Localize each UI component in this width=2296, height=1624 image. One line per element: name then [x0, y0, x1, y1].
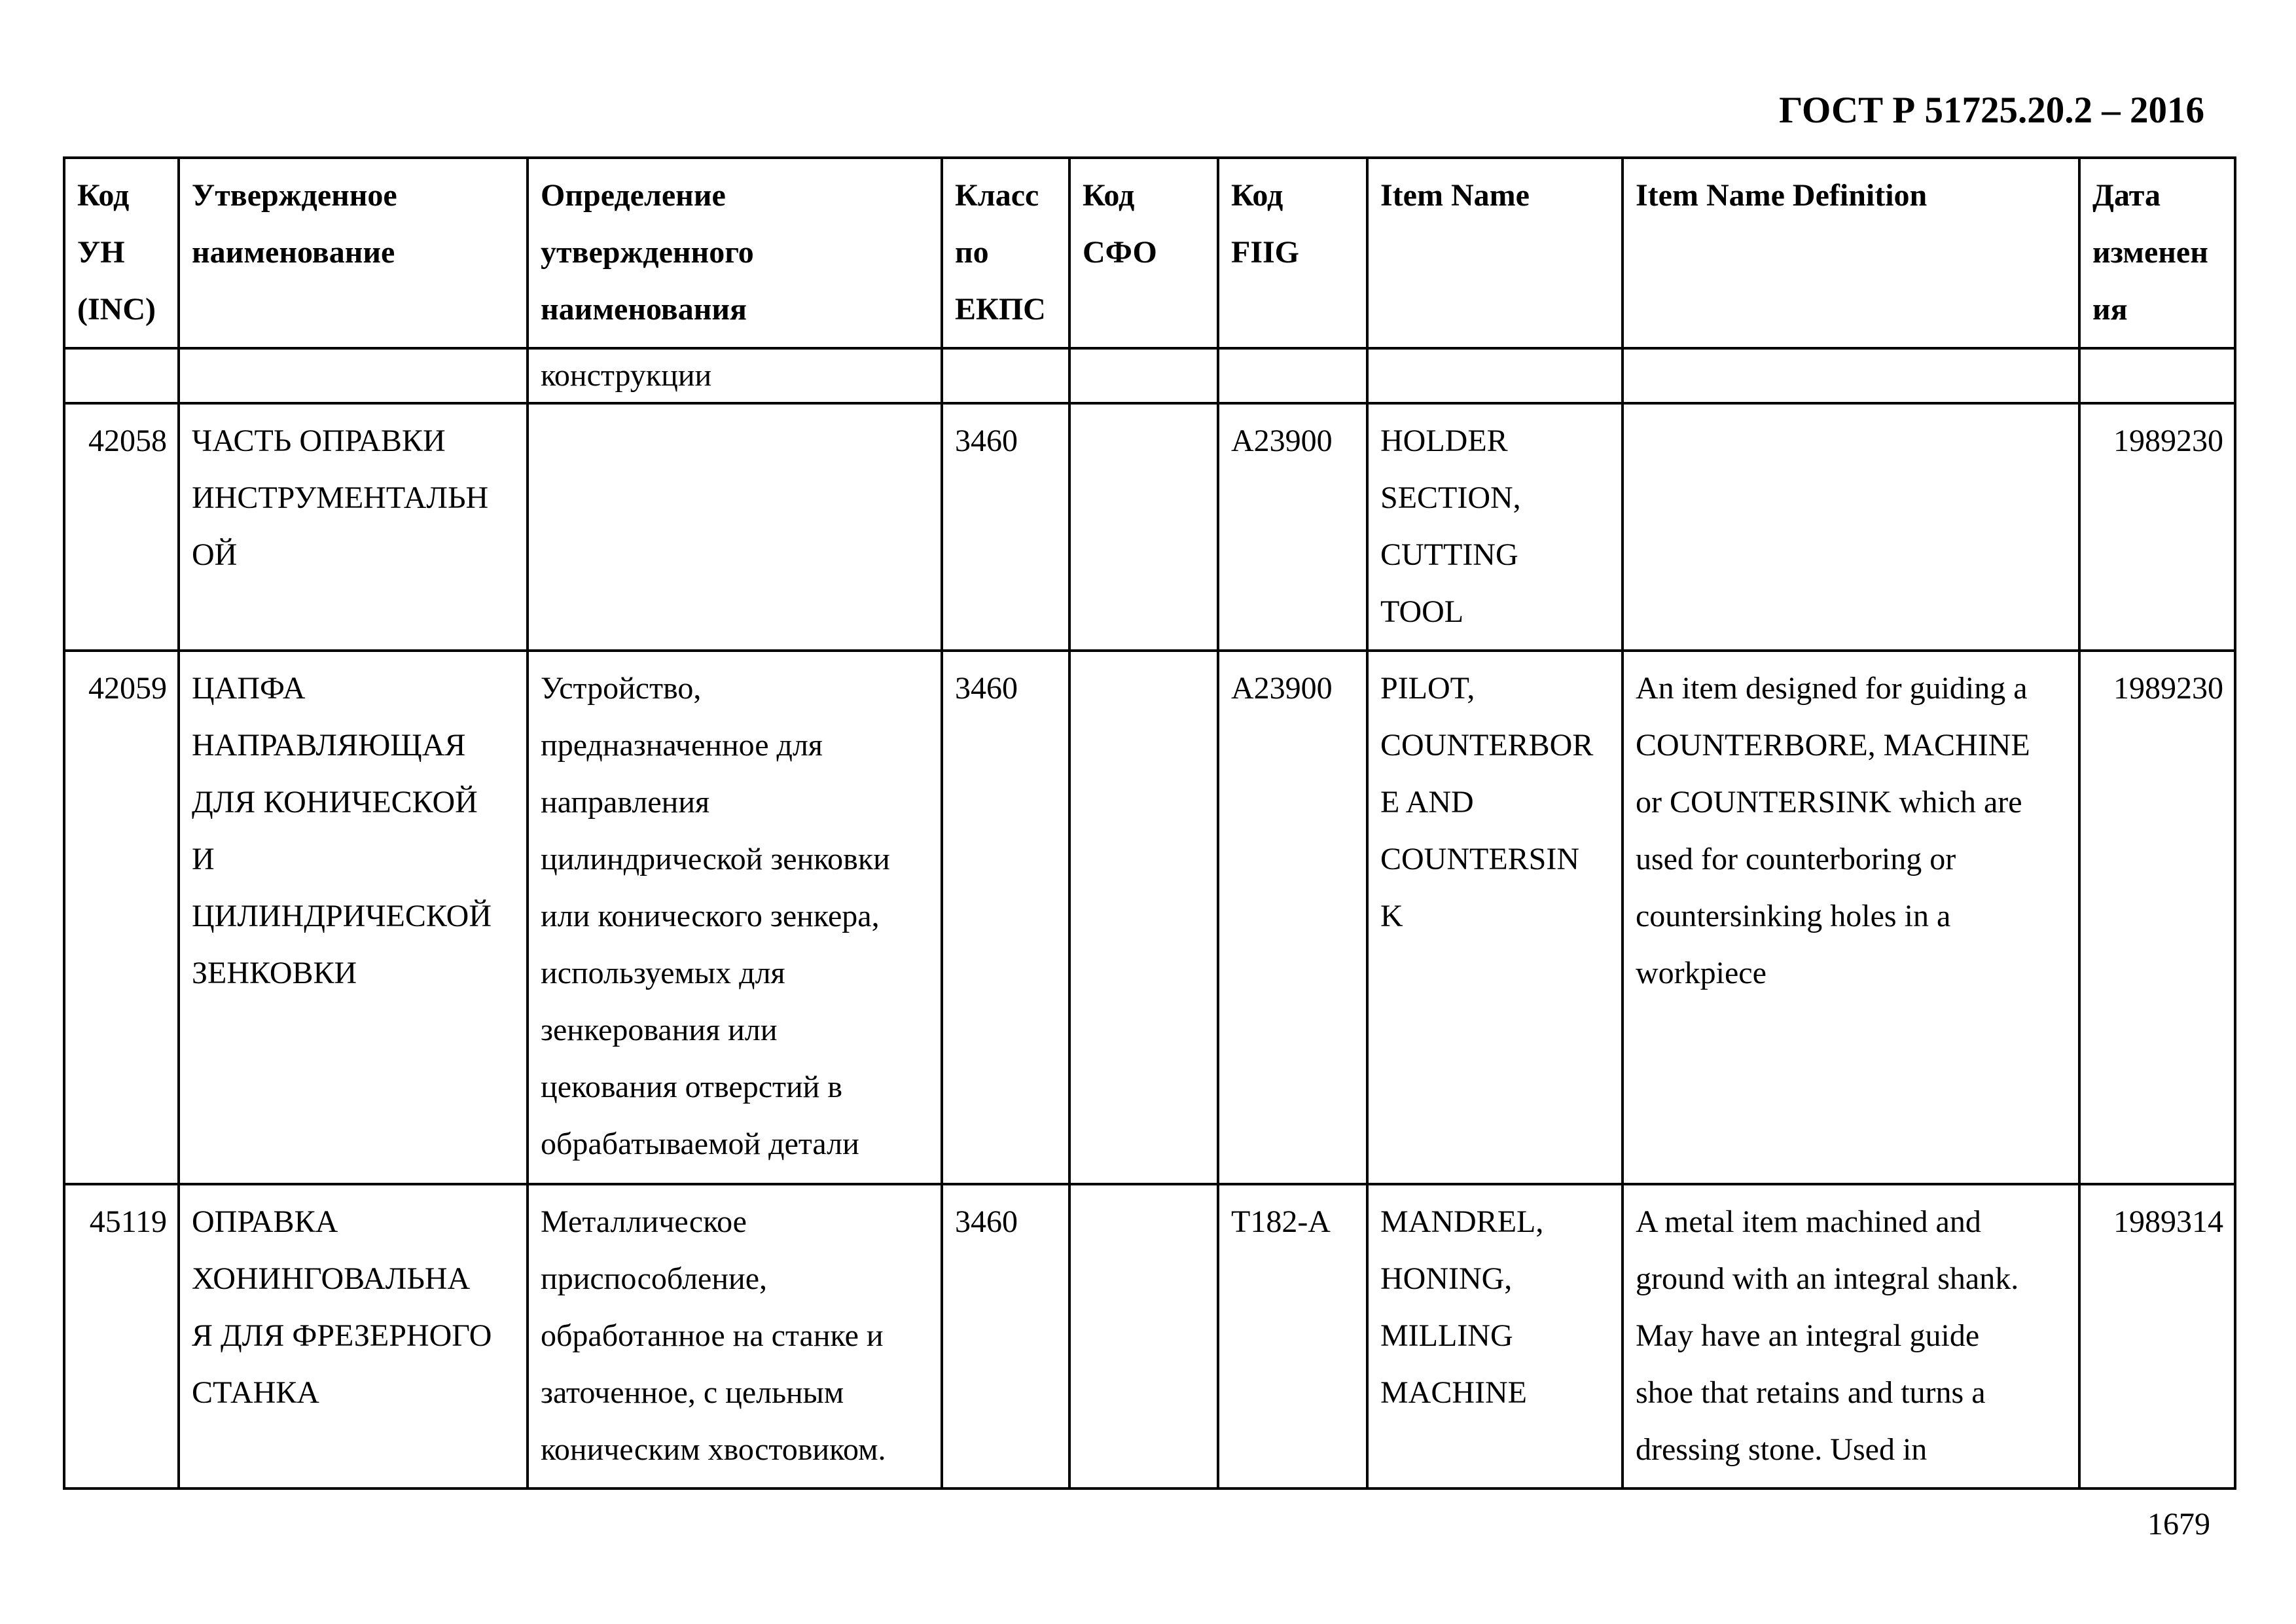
cell-item-name-definition-line: shoe that retains and turns a	[1636, 1375, 1986, 1410]
cell-approved-name	[179, 403, 528, 651]
cell-approved-name-line: СТАНКА	[192, 1375, 319, 1410]
cell-definition-line: зенкерования или	[541, 1013, 778, 1047]
cell-change-date	[2079, 348, 2235, 403]
cell-inc	[64, 348, 179, 403]
cell-item-name-definition-line: used for counterboring or	[1636, 842, 1956, 876]
cell-definition-line: Металлическое	[541, 1204, 747, 1239]
cell-definition	[528, 403, 942, 651]
cell-item-name-definition-line: An item designed for guiding a	[1636, 671, 2028, 706]
cell-definition-line: заточенное, с цельным	[541, 1375, 844, 1410]
table-row	[64, 403, 2235, 651]
cell-item-name-definition-line: May have an integral guide	[1636, 1318, 1980, 1353]
column-header-item-name-definition: Item Name Definition	[1623, 158, 2079, 348]
cell-item-name-line: E AND	[1380, 785, 1474, 820]
table-row	[64, 1184, 2235, 1489]
cell-definition-line: коническим хвостовиком.	[541, 1432, 886, 1467]
cell-item-name-definition	[1623, 1184, 2079, 1489]
cell-definition-line: направления	[541, 785, 710, 820]
cell-ekps-class	[942, 348, 1069, 403]
cell-sfo-code	[1069, 348, 1218, 403]
column-header-change-date: Дата изменен ия	[2079, 158, 2235, 348]
cell-ekps-class: 3460	[942, 1184, 1069, 1489]
column-header-item-name: Item Name	[1367, 158, 1623, 348]
table-header-row	[64, 158, 2235, 348]
cell-item-name-line: MACHINE	[1380, 1375, 1527, 1410]
cell-approved-name-line: ЦИЛИНДРИЧЕСКОЙ	[192, 899, 492, 933]
cell-item-name-definition-line: dressing stone. Used in	[1636, 1432, 1928, 1467]
cell-approved-name	[179, 348, 528, 403]
cell-approved-name-line: НАПРАВЛЯЮЩАЯ	[192, 728, 466, 763]
cell-item-name-definition-line: or COUNTERSINK which are	[1636, 785, 2022, 820]
cell-definition-line: предназначенное для	[541, 728, 823, 763]
cell-item-name	[1367, 403, 1623, 651]
column-header-definition: Определение утвержденного наименования	[528, 158, 942, 348]
cell-definition-line: или конического зенкера,	[541, 899, 880, 933]
cell-item-name-definition-line: ground with an integral shank.	[1636, 1261, 2019, 1296]
cell-definition	[528, 1184, 942, 1489]
cell-approved-name-line: ИНСТРУМЕНТАЛЬН	[192, 480, 489, 515]
cell-approved-name-line: ОПРАВКА	[192, 1204, 338, 1239]
cell-definition-line: цилиндрической зенковки	[541, 842, 890, 876]
cell-fiig-code: A23900	[1218, 651, 1367, 1184]
cell-definition-line: обработанное на станке и	[541, 1318, 884, 1353]
cell-inc: 42058	[64, 403, 179, 651]
cell-fiig-code: A23900	[1218, 403, 1367, 651]
cell-item-name-definition	[1623, 651, 2079, 1184]
cell-item-name-line: PILOT,	[1380, 671, 1475, 706]
cell-item-name-definition-line: countersinking holes in a	[1636, 899, 1951, 933]
cell-approved-name-line: ЦАПФА	[192, 671, 306, 706]
cell-definition	[528, 651, 942, 1184]
cell-item-name-definition-line: workpiece	[1636, 956, 1767, 990]
cell-approved-name-line: И	[192, 842, 215, 876]
cell-ekps-class: 3460	[942, 651, 1069, 1184]
page-number: 1679	[2147, 1507, 2210, 1542]
catalog-table	[63, 156, 2236, 1490]
cell-definition: конструкции	[528, 348, 942, 403]
column-header-fiig-code: Код FIIG	[1218, 158, 1367, 348]
cell-approved-name-line: ХОНИНГОВАЛЬНА	[192, 1261, 471, 1296]
cell-sfo-code	[1069, 1184, 1218, 1489]
cell-sfo-code	[1069, 403, 1218, 651]
cell-item-name-line: COUNTERBOR	[1380, 728, 1594, 763]
cell-item-name-line: COUNTERSIN	[1380, 842, 1580, 876]
column-header-ekps-class: Класс по ЕКПС	[942, 158, 1069, 348]
cell-item-name-line: MILLING	[1380, 1318, 1513, 1353]
cell-change-date: 1989314	[2079, 1184, 2235, 1489]
cell-sfo-code	[1069, 651, 1218, 1184]
document-standard-header: ГОСТ Р 51725.20.2 – 2016	[1779, 90, 2204, 131]
cell-approved-name-line: ЗЕНКОВКИ	[192, 956, 357, 990]
cell-approved-name	[179, 651, 528, 1184]
cell-change-date: 1989230	[2079, 651, 2235, 1184]
cell-item-name-line: MANDREL,	[1380, 1204, 1544, 1239]
cell-item-name	[1367, 348, 1623, 403]
cell-item-name	[1367, 651, 1623, 1184]
column-header-inc: Код УН (INC)	[64, 158, 179, 348]
column-header-sfo-code: Код СФО	[1069, 158, 1218, 348]
cell-item-name-definition-line: COUNTERBORE, MACHINE	[1636, 728, 2030, 763]
cell-item-name-line: HOLDER	[1380, 424, 1508, 458]
cell-approved-name-line: Я ДЛЯ ФРЕЗЕРНОГО	[192, 1318, 492, 1353]
cell-definition-line: Устройство,	[541, 671, 702, 706]
cell-definition-line: используемых для	[541, 956, 785, 990]
cell-approved-name	[179, 1184, 528, 1489]
column-header-approved-name: Утвержденное наименование	[179, 158, 528, 348]
cell-definition-line: приспособление,	[541, 1261, 768, 1296]
cell-ekps-class: 3460	[942, 403, 1069, 651]
cell-definition-line: цекования отверстий в	[541, 1070, 843, 1104]
cell-item-name-line: K	[1380, 899, 1403, 933]
cell-approved-name-line: ЧАСТЬ ОПРАВКИ	[192, 424, 446, 458]
cell-approved-name-line: ОЙ	[192, 537, 238, 572]
table-row	[64, 651, 2235, 1184]
cell-inc: 45119	[64, 1184, 179, 1489]
cell-item-name-definition-line: A metal item machined and	[1636, 1204, 1981, 1239]
cell-item-name-line: TOOL	[1380, 594, 1464, 629]
cell-item-name	[1367, 1184, 1623, 1489]
cell-item-name-definition	[1623, 348, 2079, 403]
cell-fiig-code: T182-A	[1218, 1184, 1367, 1489]
table-row-continuation	[64, 348, 2235, 403]
cell-fiig-code	[1218, 348, 1367, 403]
cell-item-name-line: SECTION,	[1380, 480, 1521, 515]
cell-item-name-line: HONING,	[1380, 1261, 1513, 1296]
cell-approved-name-line: ДЛЯ КОНИЧЕСКОЙ	[192, 785, 478, 820]
cell-change-date: 1989230	[2079, 403, 2235, 651]
cell-definition-line: обрабатываемой детали	[541, 1127, 859, 1161]
cell-item-name-definition	[1623, 403, 2079, 651]
cell-item-name-line: CUTTING	[1380, 537, 1518, 572]
cell-inc: 42059	[64, 651, 179, 1184]
